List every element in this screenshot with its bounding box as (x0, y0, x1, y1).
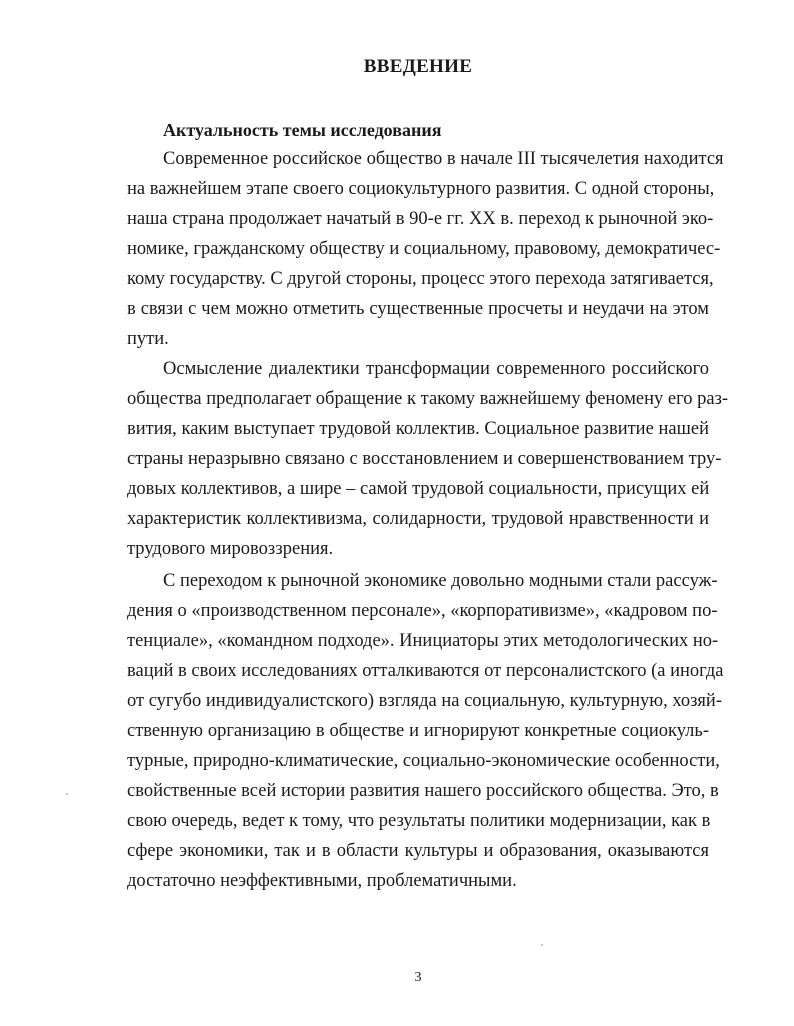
text-line: наша страна продолжает начатый в 90-е гг. XX в. переход к рыночной эко- (127, 209, 714, 229)
section-heading: Актуальность темы исследования (163, 120, 442, 140)
paragraph-3 (127, 566, 724, 896)
text-line: от сугубо индивидуалистского) взгляда на социальную, культурную, хозяй- (127, 691, 722, 711)
text-line: Современное российское общество в начале III тысячелетия находится (163, 149, 724, 169)
scan-speck (66, 793, 68, 795)
text-line: в связи с чем можно отметить существенные просчеты и неудачи на этом (127, 299, 709, 319)
text-line: ственную организацию в обществе и игнорируют конкретные социокуль- (127, 721, 709, 741)
text-line: тенциале», «командном подходе». Инициаторы этих методологических но- (127, 631, 719, 651)
text-line: ваций в своих исследованиях отталкиваются от персоналистского (а иногда (127, 661, 724, 681)
text-line: характеристик коллективизма, солидарности, трудовой нравственности и (127, 509, 709, 529)
text-line: трудового мировоззрения. (127, 539, 334, 559)
text-line: страны неразрывно связано с восстановлением и совершенствованием тру- (127, 449, 722, 469)
text-line: номике, гражданскому обществу и социальному, правовому, демократичес- (127, 239, 721, 259)
paragraph-2 (127, 354, 729, 564)
text-line: пути. (127, 329, 169, 349)
scan-speck (541, 944, 543, 946)
text-line: турные, природно-климатические, социально-экономические особенности, (127, 751, 720, 771)
text-line: свою очередь, ведет к тому, что результаты политики модернизации, как в (127, 811, 711, 831)
text-line: довых коллективов, а шире – самой трудовой социальности, присущих ей (127, 479, 710, 499)
page-title: ВВЕДЕНИЕ (363, 56, 473, 77)
text-line: достаточно неэффективными, проблематичными. (127, 871, 517, 891)
text-line: Осмысление диалектики трансформации современного российского (163, 359, 709, 379)
text-line: общества предполагает обращение к такому важнейшему феномену его раз- (127, 389, 729, 409)
text-line: С переходом к рыночной экономике довольно модными стали рассуж- (163, 571, 718, 591)
text-line: дения о «производственном персонале», «корпоративизме», «кадровом по- (127, 601, 718, 621)
paragraph-1 (127, 144, 724, 354)
text-line: на важнейшем этапе своего социокультурного развития. С одной стороны, (127, 179, 715, 199)
text-line: сфере экономики, так и в области культуры и образования, оказываются (127, 841, 709, 861)
text-line: вития, каким выступает трудовой коллектив. Социальное развитие нашей (127, 419, 709, 439)
text-line: кому государству. С другой стороны, процесс этого перехода затягивается, (127, 269, 714, 289)
text-line: свойственные всей истории развития нашего российского общества. Это, в (127, 781, 719, 801)
page-number: 3 (414, 970, 422, 985)
